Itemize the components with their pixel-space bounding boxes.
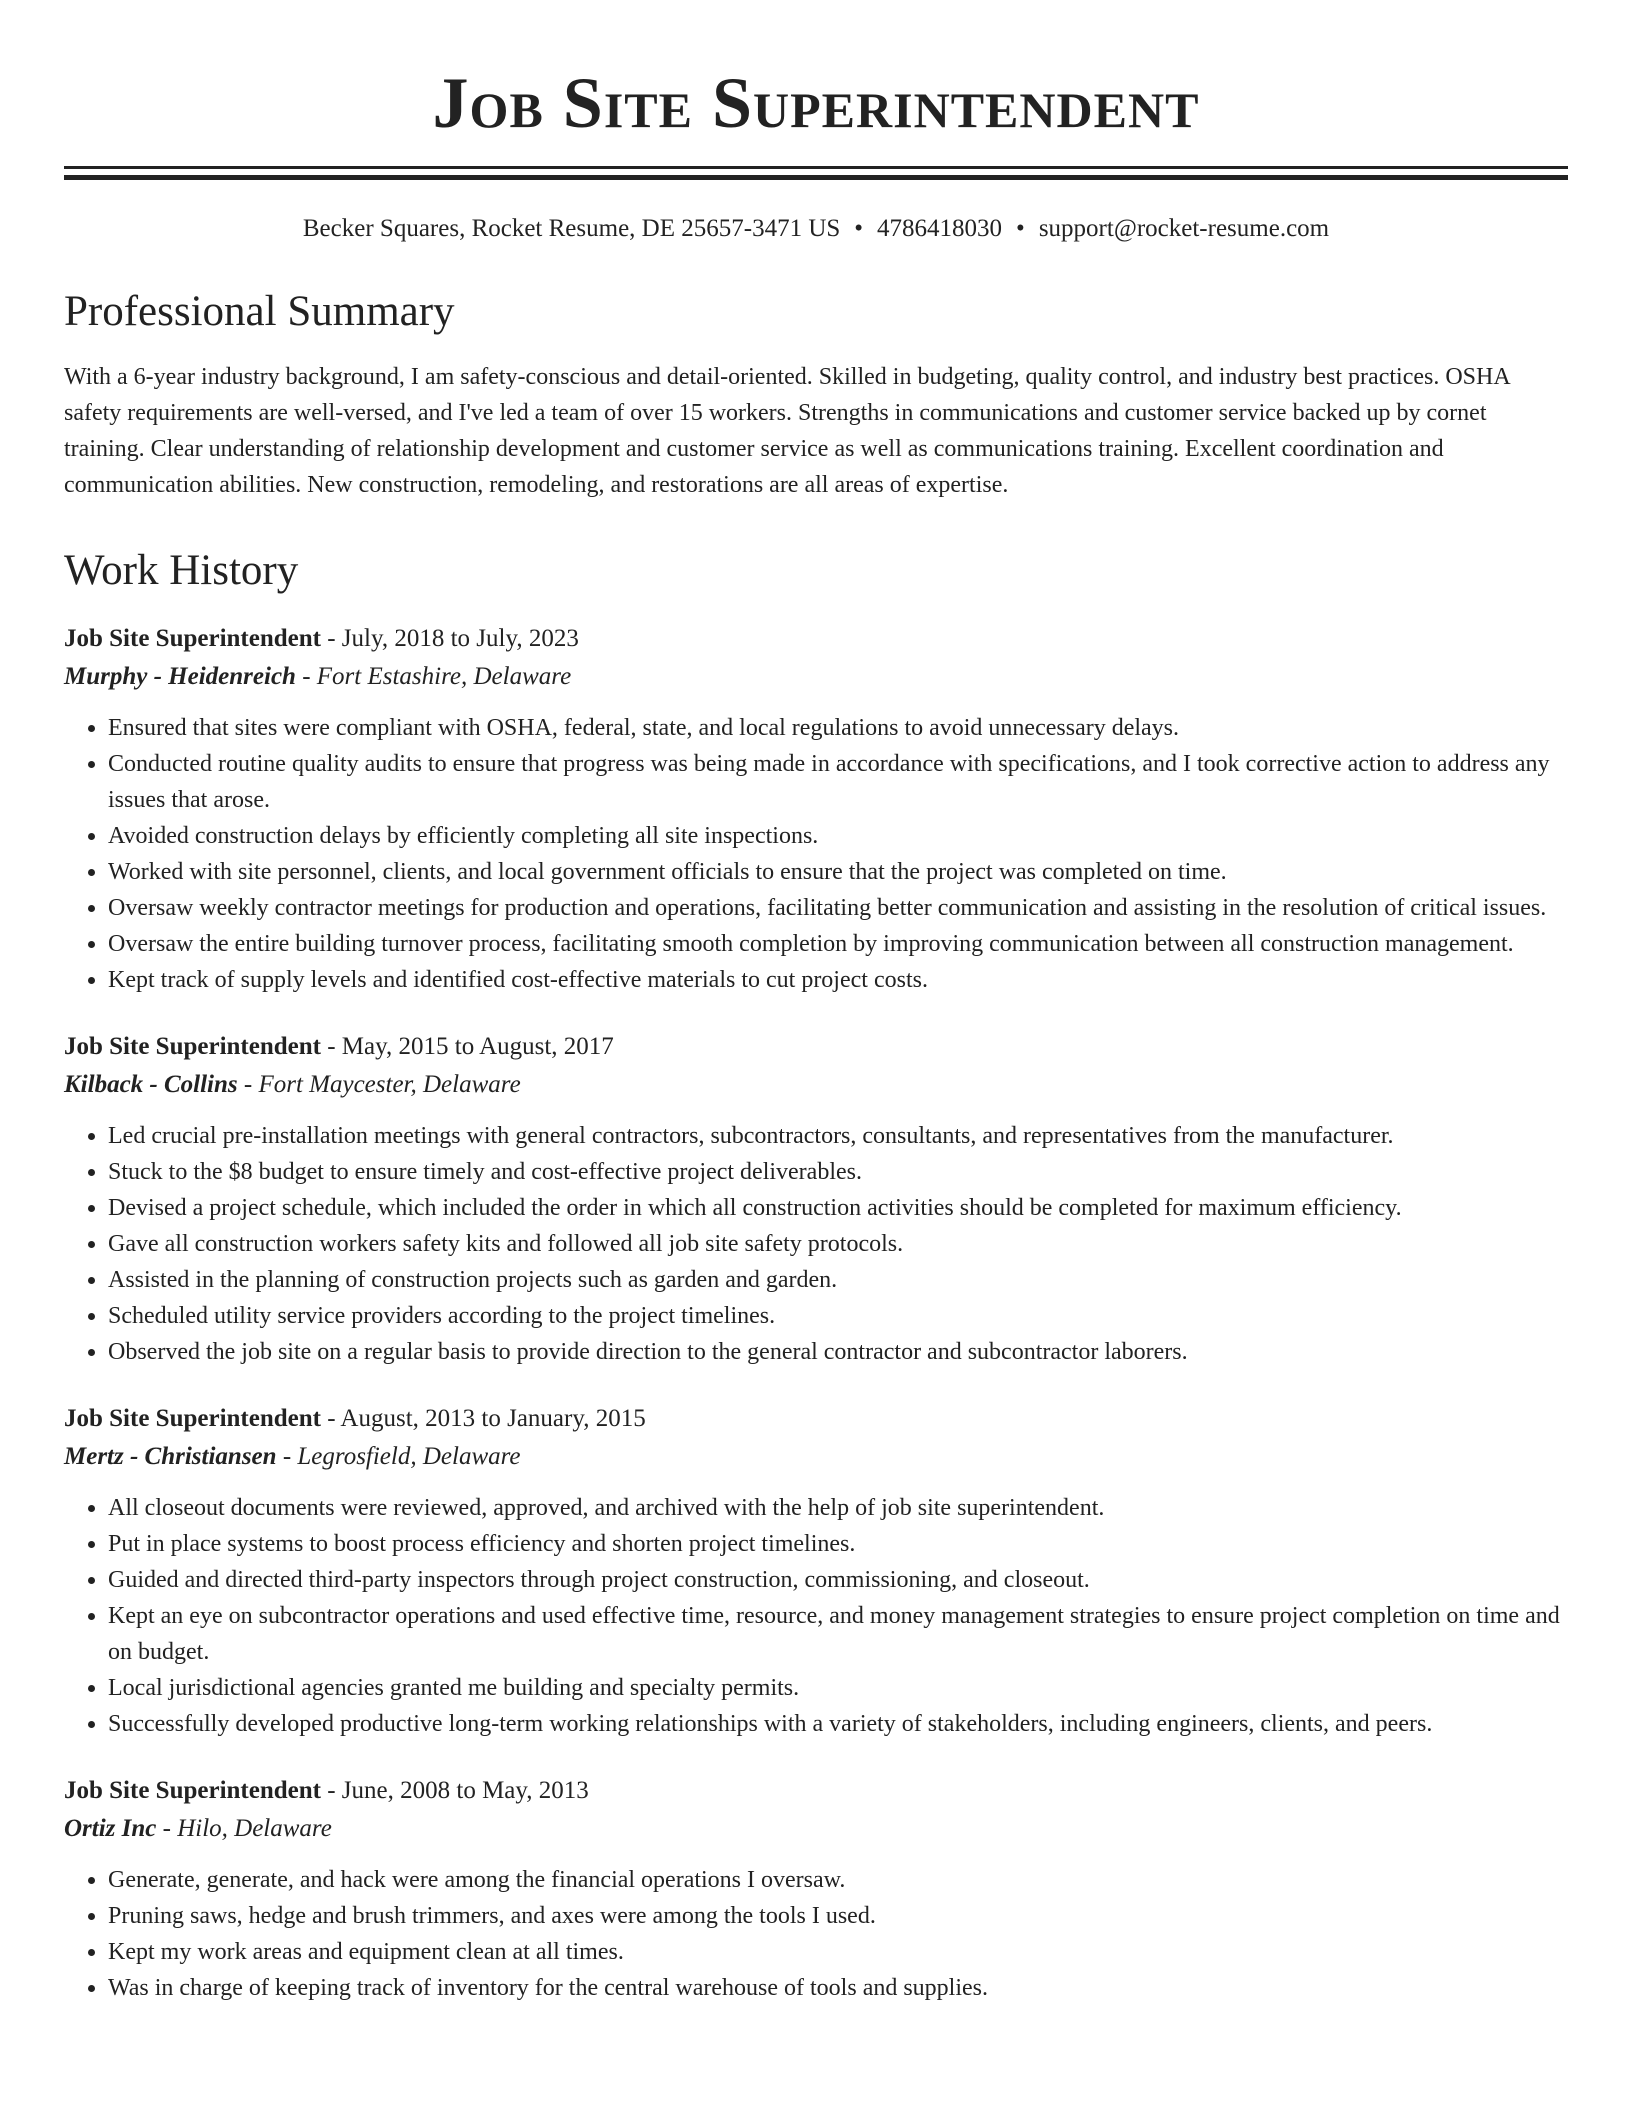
job-dates: - August, 2013 to January, 2015 bbox=[320, 1405, 646, 1432]
job-title: Job Site Superintendent bbox=[64, 1777, 321, 1804]
job-duty-item: • All closeout documents were reviewed, approved, and archived with the help of job site superintendent. bbox=[108, 1490, 1568, 1526]
job-duties-list bbox=[64, 710, 1568, 998]
job-organization bbox=[64, 1438, 1568, 1476]
job-duty-item: • Observed the job site on a regular basis to provide direction to the general contractor and subcontractor laborers. bbox=[108, 1334, 1568, 1370]
job-duties-list bbox=[64, 1862, 1568, 2006]
contact-address: Becker Squares, Rocket Resume, DE 25657-3471 US bbox=[302, 215, 841, 242]
job-dates: - July, 2018 to July, 2023 bbox=[320, 625, 579, 652]
job-header bbox=[64, 1772, 1568, 1810]
job-duty-item: • Was in charge of keeping track of inventory for the central warehouse of tools and supplies. bbox=[108, 1970, 1568, 2006]
job-location: - Hilo, Delaware bbox=[156, 1815, 332, 1842]
job-duty-item: • Conducted routine quality audits to ensure that progress was being made in accordance with specifications, and I took corrective action to address any issues that arose. bbox=[108, 746, 1568, 818]
job-duties-list bbox=[64, 1490, 1568, 1742]
work-history-list bbox=[64, 620, 1568, 2006]
title-rule-top bbox=[64, 166, 1568, 169]
contact-separator: • bbox=[854, 215, 864, 242]
contact-email: support@rocket-resume.com bbox=[1038, 215, 1330, 242]
job-header bbox=[64, 1028, 1568, 1066]
job-entry bbox=[64, 1028, 1568, 1370]
job-duty-item: • Kept my work areas and equipment clean at all times. bbox=[108, 1934, 1568, 1970]
job-duty-item: • Devised a project schedule, which included the order in which all construction activities should be completed for maximum efficiency. bbox=[108, 1190, 1568, 1226]
job-location: - Fort Estashire, Delaware bbox=[295, 663, 572, 690]
job-duty-item: • Local jurisdictional agencies granted me building and specialty permits. bbox=[108, 1670, 1568, 1706]
job-title: Job Site Superintendent bbox=[64, 1033, 321, 1060]
job-dates: - June, 2008 to May, 2013 bbox=[320, 1777, 589, 1804]
job-title: Job Site Superintendent bbox=[64, 625, 321, 652]
job-duty-item: • Kept track of supply levels and identified cost-effective materials to cut project costs. bbox=[108, 962, 1568, 998]
job-duty-item: • Led crucial pre-installation meetings with general contractors, subcontractors, consultants, and representatives from the manufacturer. bbox=[108, 1118, 1568, 1154]
job-duties-list bbox=[64, 1118, 1568, 1370]
job-location: - Legrosfield, Delaware bbox=[276, 1443, 521, 1470]
resume-title: Job Site Superintendent bbox=[432, 63, 1200, 143]
job-duty-item: • Generate, generate, and hack were among the financial operations I oversaw. bbox=[108, 1862, 1568, 1898]
summary-text: With a 6-year industry background, I am safety-conscious and detail-oriented. Skilled in budgeting, quality control, and industry best practices. OSHA safety requirements are well-versed, and I've led a team of over 15 workers. Strengths in communications and customer service backed up by cornet training. Clear understanding of relationship development and customer service as well as communications training. Excellent coordination and communication abilities. New construction, remodeling, and restorations are all areas of expertise. bbox=[64, 364, 1510, 498]
job-company: Mertz - Christiansen bbox=[64, 1443, 277, 1470]
job-duty-item: • Assisted in the planning of construction projects such as garden and garden. bbox=[108, 1262, 1568, 1298]
job-duty-item: • Ensured that sites were compliant with OSHA, federal, state, and local regulations to avoid unnecessary delays. bbox=[108, 710, 1568, 746]
job-entry bbox=[64, 1772, 1568, 2006]
job-duty-item: • Oversaw weekly contractor meetings for production and operations, facilitating better communication and assisting in the resolution of critical issues. bbox=[108, 890, 1568, 926]
job-company: Kilback - Collins bbox=[64, 1071, 238, 1098]
job-company: Ortiz Inc bbox=[64, 1815, 157, 1842]
contact-phone: 4786418030 bbox=[877, 215, 1003, 242]
job-location: - Fort Maycester, Delaware bbox=[237, 1071, 521, 1098]
job-duty-item: • Worked with site personnel, clients, and local government officials to ensure that the project was completed on time. bbox=[108, 854, 1568, 890]
job-dates: - May, 2015 to August, 2017 bbox=[320, 1033, 614, 1060]
contact-separator: • bbox=[1016, 215, 1025, 242]
title-rule-bottom bbox=[64, 175, 1568, 180]
job-title: Job Site Superintendent bbox=[64, 1405, 321, 1432]
job-duty-item: • Oversaw the entire building turnover process, facilitating smooth completion by improving communication between all construction management. bbox=[108, 926, 1568, 962]
job-header bbox=[64, 620, 1568, 658]
job-company: Murphy - Heidenreich bbox=[64, 663, 296, 690]
job-duty-item: • Gave all construction workers safety kits and followed all job site safety protocols. bbox=[108, 1226, 1568, 1262]
summary-heading: Professional Summary bbox=[64, 288, 455, 335]
job-duty-item: • Avoided construction delays by efficiently completing all site inspections. bbox=[108, 818, 1568, 854]
job-entry bbox=[64, 1400, 1568, 1742]
job-entry bbox=[64, 620, 1568, 998]
contact-line bbox=[64, 214, 1568, 244]
job-duty-item: • Scheduled utility service providers according to the project timelines. bbox=[108, 1298, 1568, 1334]
job-header bbox=[64, 1400, 1568, 1438]
job-duty-item: • Put in place systems to boost process efficiency and shorten project timelines. bbox=[108, 1526, 1568, 1562]
job-duty-item: • Pruning saws, hedge and brush trimmers, and axes were among the tools I used. bbox=[108, 1898, 1568, 1934]
job-duty-item: • Guided and directed third-party inspectors through project construction, commissioning, and closeout. bbox=[108, 1562, 1568, 1598]
job-duty-item: • Kept an eye on subcontractor operations and used effective time, resource, and money management strategies to ensure project completion on time and on budget. bbox=[108, 1598, 1568, 1670]
resume-page bbox=[64, 0, 1568, 2006]
job-organization bbox=[64, 1066, 1568, 1104]
work-history-heading: Work History bbox=[64, 547, 299, 594]
job-organization bbox=[64, 1810, 1568, 1848]
job-organization bbox=[64, 658, 1568, 696]
job-duty-item: • Successfully developed productive long-term working relationships with a variety of stakeholders, including engineers, clients, and peers. bbox=[108, 1706, 1568, 1742]
job-duty-item: • Stuck to the $8 budget to ensure timely and cost-effective project deliverables. bbox=[108, 1154, 1568, 1190]
